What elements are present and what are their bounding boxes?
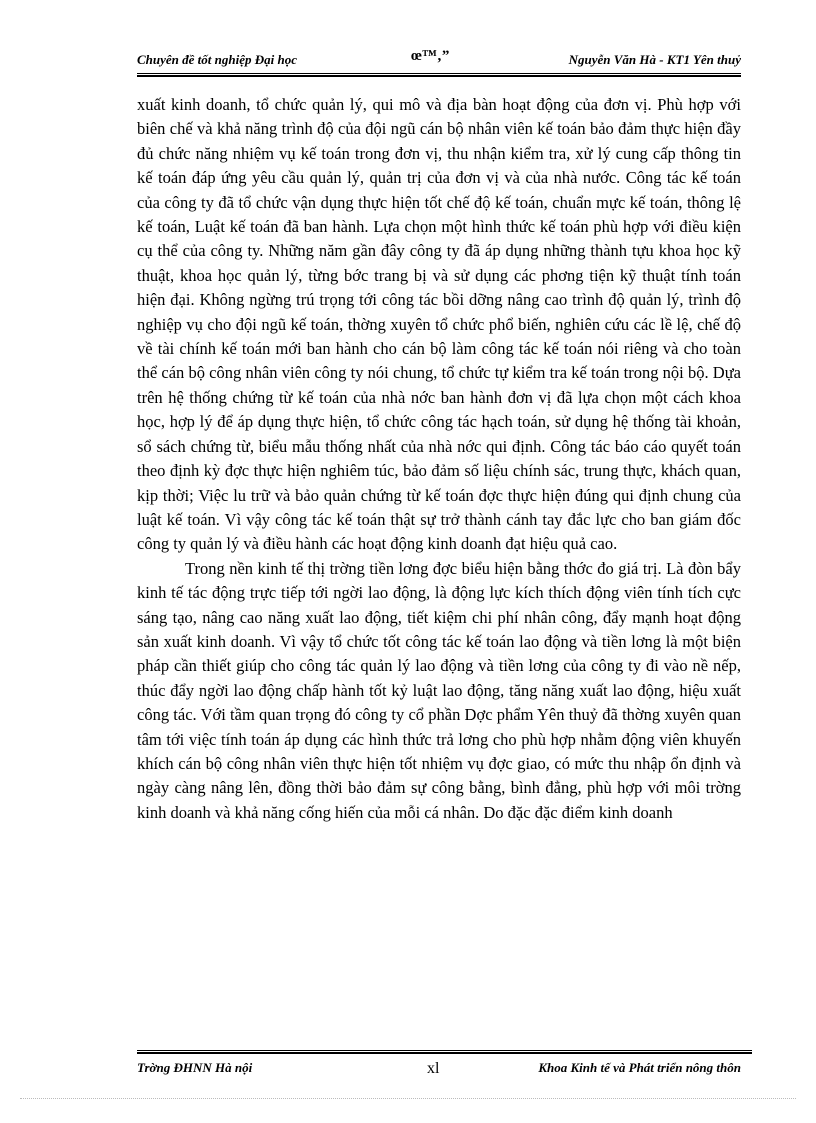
header-left-text: Chuyên đề tốt nghiệp Đại học — [137, 52, 297, 67]
body-text — [137, 93, 741, 825]
page-footer — [137, 1060, 741, 1082]
page-edge-divider — [20, 1098, 796, 1099]
paragraph-1: xuất kinh doanh, tổ chức quản lý, qui mô và địa bàn hoạt động của đơn vị. Phù hợp với biên chế và khả năng trình độ của đội ngũ cán bộ nhân viên kế toán bảo đảm thực hiện đầy đủ chức năng nhiệm vụ kế toán trong đơn vị, thu nhận kiểm tra, xử lý cung cấp thông tin kế toán đáp ứng yêu cầu quản lý, quản trị của đơn vị và của nhà nước. Công tác kế toán của công ty đã tổ chức vận dụng thực hiện tốt chế độ kế toán, chuẩn mực kế toán, thông lệ kế toán, Luật kế toán đã ban hành. Lựa chọn một hình thức kế toán phù hợp với điều kiện cụ thể của công ty. Những năm gần đây công ty đã áp dụng những thành tựu khoa học kỹ thuật, khoa học quản lý, từng bớc trang bị và sử dụng các phơng tiện kỹ thuật tính toán hiện đại. Không ngừng trú trọng tới công tác bồi dỡng nâng cao trình độ quản lý, trình độ nghiệp vụ cho đội ngũ kế toán, thờng xuyên tổ chức phổ biến, nghiên cứu các lề lệ, chế độ về tài chính kế toán mới ban hành cho cán bộ làm công tác kế toán nói riêng và cho toàn thể cán bộ công nhân viên công ty nói chung, tổ chức tự kiểm tra kế toán trong nội bộ. Dựa trên hệ thống chứng từ kế toán của nhà nớc ban hành đơn vị đã lựa chọn một cách khoa học, hợp lý để áp dụng thực hiện, tổ chức công tác hạch toán, sử dụng hệ thống tài khoản, sổ sách chứng từ, biểu mẫu thống nhất của nhà nớc qui định. Công tác báo cáo quyết toán theo định kỳ đợc thực hiện nghiêm túc, bảo đảm số liệu chính sác, trung thực, khách quan, kịp thời; Việc lu trữ và bảo quản chứng từ kế toán đợc thực hiện đúng qui định chung của luật kế toán. Vì vậy công tác kế toán thật sự trở thành cánh tay đắc lực cho ban giám đốc công ty quản lý và điều hành các hoạt động kinh doanh đạt hiệu quả cao. — [137, 95, 741, 554]
footer-left-text: Trờng ĐHNN Hà nội — [137, 1060, 253, 1075]
footer-rule — [137, 1050, 752, 1054]
header-right-text: Nguyễn Văn Hà - KT1 Yên thuỷ — [568, 52, 741, 67]
paragraph-2: Trong nền kinh tế thị trờng tiền lơng đợc biểu hiện bằng thớc đo giá trị. Là đòn bẩy kinh tế tác động trực tiếp tới ngời lao động, là động lực kích thích động viên tính tích cực sáng tạo, nâng cao năng xuất lao động, tiết kiệm chi phí nhân công, đẩy mạnh hoạt động sản xuất kinh doanh. Vì vậy tổ chức tốt công tác kế toán lao động và tiền lơng là một biện pháp cần thiết giúp cho công tác quản lý lao động và tiền lơng của công ty đi vào nề nếp, thúc đẩy ngời lao động chấp hành tốt kỷ luật lao động, tăng năng xuất lao động, hiệu xuất công tác. Với tầm quan trọng đó công ty cổ phần Dợc phẩm Yên thuỷ đã thờng xuyên quan tâm tới việc tính toán áp dụng các hình thức trả lơng cho phù hợp nhằm động viên khuyến khích cán bộ công nhân viên thực hiện tốt nhiệm vụ đợc giao, có mức thu nhập ổn định và ngày càng nâng lên, đồng thời bảo đảm sự công bằng, bình đẳng, phù hợp với môi trờng kinh doanh và khả năng cống hiến của mỗi cá nhân. Do đặc đặc điểm kinh doanh — [137, 558, 741, 822]
page-number: xl — [427, 1060, 440, 1077]
footer-right-text: Khoa Kinh tế và Phát triển nông thôn — [538, 1060, 741, 1075]
header-ornament: œ™‚” — [411, 48, 450, 64]
header-rule — [137, 73, 741, 77]
page-header — [137, 48, 741, 74]
